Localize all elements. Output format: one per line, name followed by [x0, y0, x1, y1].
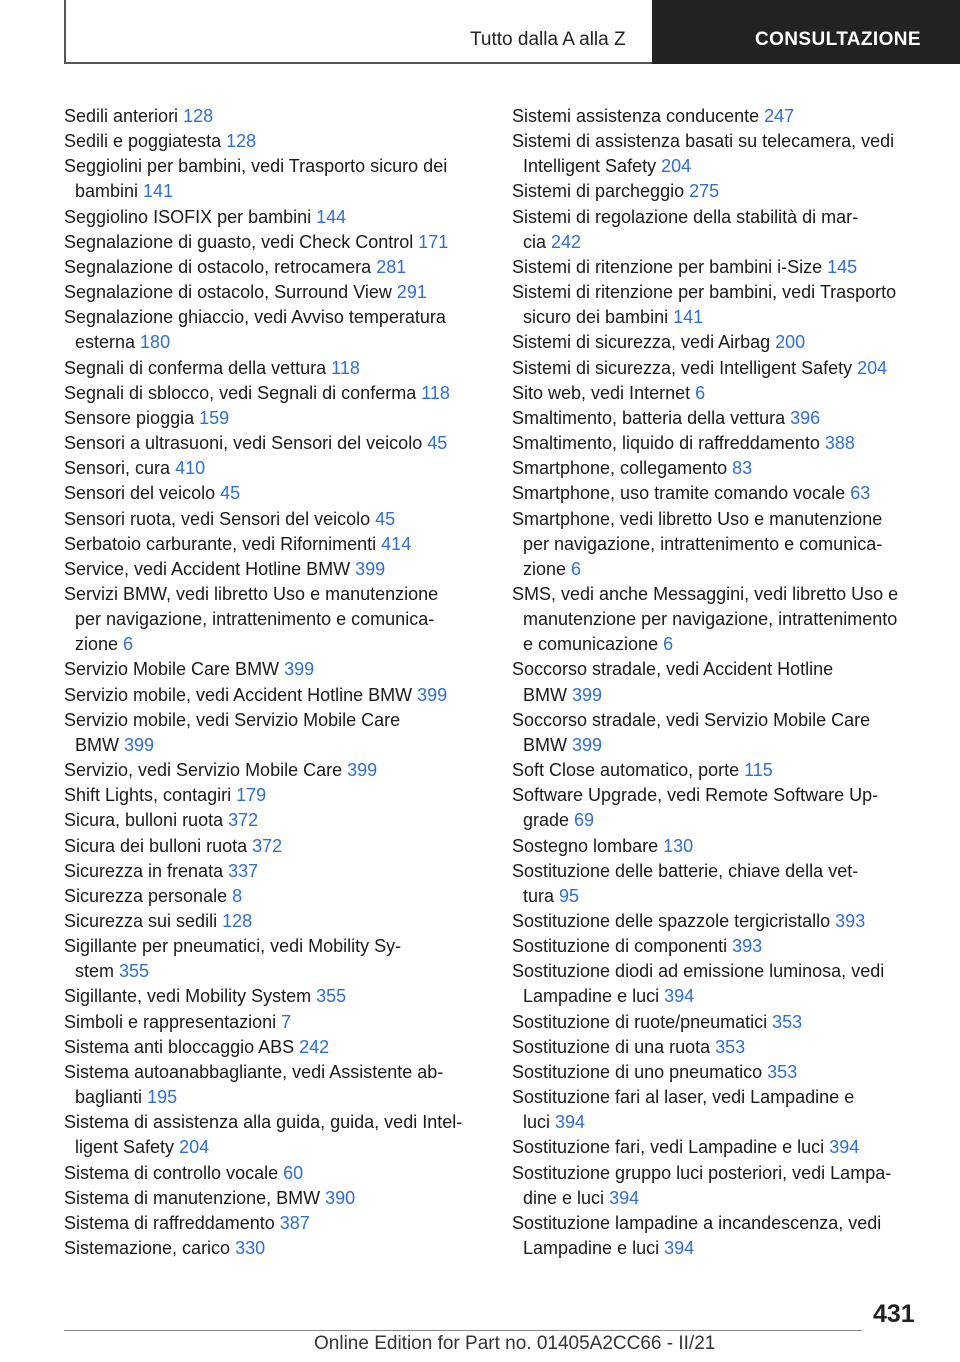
index-entry: [64, 456, 479, 481]
index-entry-text: Smaltimento, batteria della vettura: [512, 407, 791, 428]
index-entry-text: sicuro dei bambini: [523, 307, 674, 328]
index-entry-text: Segnalazione ghiaccio, vedi Avviso temperatura: [64, 307, 446, 328]
index-entry-text: Sistema di assistenza alla guida, guida, vedi Intel‐: [64, 1112, 463, 1133]
index-entry: [64, 758, 479, 783]
index-entry: [64, 129, 479, 154]
page-reference-link[interactable]: 399: [124, 734, 155, 755]
index-entry-text: Sistemi di regolazione della stabilità di mar‐: [512, 206, 859, 227]
index-entry-text: Seggiolino ISOFIX per bambini: [64, 206, 317, 227]
page-reference-link[interactable]: 118: [421, 382, 450, 403]
index-entry-text: Sostituzione delle batterie, chiave della vet‐: [512, 860, 859, 881]
index-entry-text: Software Upgrade, vedi Remote Software Up‐: [512, 785, 879, 806]
page-reference-link[interactable]: 171: [418, 231, 449, 252]
index-entry: [512, 129, 926, 179]
index-entry: [64, 406, 479, 431]
index-entry-text: Sostituzione lampadine a incandescenza, vedi: [512, 1212, 882, 1233]
page-reference-link[interactable]: 399: [572, 684, 603, 705]
index-entry-text: per navigazione, intrattenimento e comunica‐: [523, 533, 883, 554]
index-entry-text: Sistema autoanabbagliante, vedi Assistente ab‐: [64, 1061, 444, 1082]
index-entry-text: Sistema di raffreddamento: [64, 1212, 280, 1233]
index-entry-text: Sostituzione di una ruota: [512, 1036, 716, 1057]
page-reference-link[interactable]: 275: [689, 181, 720, 202]
index-entry: [64, 431, 479, 456]
index-entry-text: Sensori a ultrasuoni, vedi Sensori del veicolo: [64, 433, 428, 454]
page-reference-link[interactable]: 118: [331, 357, 360, 378]
index-entry-text: Segnalazione di guasto, vedi Check Control: [64, 231, 419, 252]
index-entry-text: Sicura dei bulloni ruota: [64, 835, 253, 856]
page-reference-link[interactable]: 394: [829, 1137, 860, 1158]
page-reference-link[interactable]: 399: [347, 760, 378, 781]
index-entry: [64, 808, 479, 833]
index-entry: [64, 381, 479, 406]
index-entry: [512, 381, 926, 406]
index-column-left: [64, 104, 479, 1261]
index-entry-text: dine e luci: [523, 1187, 610, 1208]
index-entry-text: Servizio Mobile Care BMW: [64, 659, 285, 680]
index-entry: [64, 1161, 479, 1186]
index-entry-text: Sistemi di parcheggio: [512, 181, 690, 202]
page-reference-link[interactable]: 83: [732, 458, 753, 479]
index-entry-text: baglianti: [75, 1087, 148, 1108]
index-entry-text: esterna: [75, 332, 141, 353]
index-entry: [512, 255, 926, 280]
index-entry-text: Sicura, bulloni ruota: [64, 810, 229, 831]
index-entry-text: Sistemi di ritenzione per bambini i-Size: [512, 256, 828, 277]
index-entry: [64, 934, 479, 984]
page-reference-link[interactable]: 128: [226, 131, 257, 152]
index-entry-text: Sensori del veicolo: [64, 483, 221, 504]
section-tab-label: CONSULTAZIONE: [755, 29, 921, 50]
index-entry: [512, 1085, 926, 1135]
index-entry-text: BMW: [523, 684, 572, 705]
index-entry: [64, 1186, 479, 1211]
index-entry-text: cia: [523, 231, 552, 252]
index-entry-text: Sostituzione diodi ad emissione luminosa, vedi: [512, 961, 885, 982]
page-reference-link[interactable]: 141: [673, 307, 704, 328]
page-reference-link[interactable]: 410: [175, 458, 206, 479]
index-entry-text: Sostituzione fari, vedi Lampadine e luci: [512, 1137, 830, 1158]
index-entry: [64, 255, 479, 280]
index-entry: [512, 179, 926, 204]
index-entry-text: Sedili anteriori: [64, 106, 184, 126]
index-entry: [512, 507, 926, 582]
page-reference-link[interactable]: 179: [236, 785, 267, 806]
page-reference-link[interactable]: 399: [572, 734, 603, 755]
page-reference-link[interactable]: 204: [661, 156, 692, 177]
page-reference-link[interactable]: 204: [857, 357, 888, 378]
page-reference-link[interactable]: 69: [574, 810, 595, 831]
index-entry-text: Soccorso stradale, vedi Servizio Mobile Care: [512, 709, 871, 730]
page-reference-link[interactable]: 388: [824, 433, 855, 454]
page-reference-link[interactable]: 372: [252, 835, 283, 856]
index-entry: [64, 683, 479, 708]
index-entry-text: Sicurezza sui sedili: [64, 911, 223, 931]
index-entry: [64, 154, 479, 204]
index-entry-text: Sensori ruota, vedi Sensori del veicolo: [64, 508, 376, 529]
page-reference-link[interactable]: 337: [228, 860, 259, 881]
index-entry: [64, 657, 479, 682]
index-entry-text: Sistema di manutenzione, BMW: [64, 1187, 326, 1208]
index-entry-text: Sigillante, vedi Mobility System: [64, 986, 317, 1007]
index-entry-text: Soccorso stradale, vedi Accident Hotline: [512, 659, 834, 680]
page-reference-link[interactable]: 399: [417, 684, 448, 705]
index-entry-text: Sistemi di sicurezza, vedi Airbag: [512, 332, 776, 353]
index-entry-text: Sigillante per pneumatici, vedi Mobility Sy‐: [64, 936, 402, 957]
index-entry: [64, 859, 479, 884]
index-entry: [64, 356, 479, 381]
index-entry-text: e comunicazione: [523, 634, 664, 655]
page-reference-link[interactable]: 394: [664, 986, 695, 1007]
index-entry-text: Sostituzione delle spazzole tergicristallo: [512, 911, 836, 931]
index-entry-text: Sistemi assistenza conducente: [512, 106, 765, 126]
index-entry: [512, 1161, 926, 1211]
index-entry: [512, 859, 926, 909]
page-reference-link[interactable]: 394: [609, 1187, 640, 1208]
page-reference-link[interactable]: 6: [663, 634, 674, 655]
index-entry-text: Segnalazione di ostacolo, retrocamera: [64, 256, 377, 277]
page-reference-link[interactable]: 115: [744, 760, 773, 781]
page-reference-link[interactable]: 291: [396, 282, 427, 303]
page-reference-link[interactable]: 63: [850, 483, 871, 504]
index-entry: [512, 909, 926, 934]
page-reference-link[interactable]: 390: [325, 1187, 356, 1208]
page-reference-link[interactable]: 195: [147, 1087, 178, 1108]
index-entry-text: Sostituzione di uno pneumatico: [512, 1061, 768, 1082]
page-reference-link[interactable]: 204: [179, 1137, 210, 1158]
index-entry: [512, 481, 926, 506]
index-entry: [512, 783, 926, 833]
index-entry-text: Sostituzione di ruote/pneumatici: [512, 1011, 773, 1032]
index-entry-text: Sito web, vedi Internet: [512, 382, 696, 403]
page-reference-link[interactable]: 242: [551, 231, 582, 252]
index-entry-text: Segnali di conferma della vettura: [64, 357, 332, 378]
page-reference-link[interactable]: 6: [695, 382, 706, 403]
index-entry-text: Sostituzione fari al laser, vedi Lampadine e: [512, 1087, 855, 1108]
index-entry: [512, 406, 926, 431]
page-reference-link[interactable]: 159: [199, 407, 230, 428]
index-entry-text: SMS, vedi anche Messaggini, vedi libretto Uso e: [512, 583, 899, 604]
index-entry: [512, 431, 926, 456]
page-reference-link[interactable]: 7: [281, 1011, 292, 1032]
page-reference-link[interactable]: 387: [279, 1212, 310, 1233]
index-entry: [512, 582, 926, 657]
index-entry: [512, 1211, 926, 1261]
page-reference-link[interactable]: 414: [381, 533, 412, 554]
page-reference-link[interactable]: 330: [235, 1238, 266, 1259]
index-entry-text: manutenzione per navigazione, intrattenimento: [523, 609, 898, 630]
index-entry: [512, 959, 926, 1009]
page-reference-link[interactable]: 200: [775, 332, 806, 353]
index-entry-text: grade: [523, 810, 575, 831]
index-entry: [64, 1236, 479, 1261]
index-entry-text: Sistemi di ritenzione per bambini, vedi Trasporto: [512, 282, 897, 303]
index-entry-text: Simboli e rappresentazioni: [64, 1011, 282, 1032]
page-reference-link[interactable]: 128: [222, 911, 253, 931]
index-entry: [64, 884, 479, 909]
index-entry-text: Seggiolini per bambini, vedi Trasporto sicuro dei: [64, 156, 448, 177]
index-entry-text: Sostituzione di componenti: [512, 936, 733, 957]
page-reference-link[interactable]: 372: [228, 810, 259, 831]
index-entry-text: Lampadine e luci: [523, 1238, 665, 1259]
index-entry-text: per navigazione, intrattenimento e comunica‐: [75, 609, 435, 630]
index-entry: [64, 1110, 479, 1160]
page-reference-link[interactable]: 141: [143, 181, 174, 202]
index-entry-text: Smartphone, uso tramite comando vocale: [512, 483, 851, 504]
page-reference-link[interactable]: 242: [299, 1036, 330, 1057]
footer-edition-text: Online Edition for Part no. 01405A2CC66 - II/21: [314, 1333, 716, 1354]
index-entry-text: luci: [523, 1112, 556, 1133]
index-entry: [64, 280, 479, 305]
index-entry: [64, 481, 479, 506]
index-entry-text: Shift Lights, contagiri: [64, 785, 237, 806]
index-entry: [64, 708, 479, 758]
index-entry: [64, 582, 479, 657]
page-reference-link[interactable]: 355: [119, 961, 150, 982]
page-reference-link[interactable]: 145: [827, 256, 858, 277]
page-reference-link[interactable]: 6: [123, 634, 134, 655]
index-entry-text: tura: [523, 885, 560, 906]
index-entry: [64, 532, 479, 557]
index-entry-text: Soft Close automatico, porte: [512, 760, 745, 781]
index-entry: [64, 834, 479, 859]
index-entry-text: BMW: [523, 734, 572, 755]
index-entry-text: Sistemi di sicurezza, vedi Intelligent Safety: [512, 357, 858, 378]
page-reference-link[interactable]: 399: [355, 558, 386, 579]
index-entry: [512, 708, 926, 758]
index-entry: [64, 909, 479, 934]
index-entry-text: Servizio mobile, vedi Accident Hotline BMW: [64, 684, 418, 705]
page-reference-link[interactable]: 45: [427, 433, 448, 454]
index-entry: [512, 834, 926, 859]
index-entry: [64, 305, 479, 355]
index-entry-text: Segnalazione di ostacolo, Surround View: [64, 282, 397, 303]
index-entry-text: Smartphone, vedi libretto Uso e manutenzione: [512, 508, 883, 529]
index-entry: [64, 1035, 479, 1060]
index-entry-text: Service, vedi Accident Hotline BMW: [64, 558, 356, 579]
header-left-rule: [64, 0, 66, 64]
index-entry: [64, 1060, 479, 1110]
page-reference-link[interactable]: 247: [764, 106, 795, 126]
index-entry-text: zione: [75, 634, 124, 655]
index-entry: [512, 280, 926, 330]
index-entry-text: Serbatoio carburante, vedi Rifornimenti: [64, 533, 382, 554]
index-entry-text: zione: [523, 558, 572, 579]
page-reference-link[interactable]: 8: [232, 885, 243, 906]
index-entry: [512, 758, 926, 783]
page-number: 431: [873, 1300, 915, 1328]
page-reference-link[interactable]: 45: [375, 508, 396, 529]
index-entry-text: Smaltimento, liquido di raffreddamento: [512, 433, 825, 454]
index-entry: [512, 657, 926, 707]
index-entry-text: ligent Safety: [75, 1137, 180, 1158]
index-entry-text: Sostegno lombare: [512, 835, 664, 856]
index-entry-text: Servizio mobile, vedi Servizio Mobile Care: [64, 709, 401, 730]
page-reference-link[interactable]: 45: [220, 483, 241, 504]
index-entry: [512, 1035, 926, 1060]
footer-rule: [64, 1330, 862, 1331]
section-title: Tutto dalla A alla Z: [470, 29, 626, 50]
index-entry: [64, 783, 479, 808]
index-entry-text: Sedili e poggiatesta: [64, 131, 227, 152]
index-entry: [512, 456, 926, 481]
index-entry: [64, 984, 479, 1009]
index-entry: [512, 104, 926, 129]
index-entry: [512, 356, 926, 381]
index-entry: [64, 230, 479, 255]
index-entry-text: Sistemazione, carico: [64, 1238, 236, 1259]
index-entry-text: stem: [75, 961, 120, 982]
index-entry-text: Segnali di sblocco, vedi Segnali di conferma: [64, 382, 422, 403]
index-entry-text: Sistema anti bloccaggio ABS: [64, 1036, 300, 1057]
page-reference-link[interactable]: 6: [571, 558, 582, 579]
index-entry: [64, 205, 479, 230]
index-entry-text: bambini: [75, 181, 144, 202]
index-entry: [64, 1211, 479, 1236]
index-entry: [512, 1010, 926, 1035]
page-reference-link[interactable]: 128: [183, 106, 214, 126]
index-entry: [512, 934, 926, 959]
index-entry-text: Sensori, cura: [64, 458, 176, 479]
page-reference-link[interactable]: 60: [283, 1162, 304, 1183]
index-entry-text: Sistemi di assistenza basati su telecamera, vedi: [512, 131, 895, 152]
page-header: [0, 0, 960, 68]
page-reference-link[interactable]: 394: [555, 1112, 586, 1133]
index-entry-text: Servizio, vedi Servizio Mobile Care: [64, 760, 348, 781]
index-entry-text: Lampadine e luci: [523, 986, 665, 1007]
page-reference-link[interactable]: 353: [715, 1036, 746, 1057]
page-reference-link[interactable]: 393: [732, 936, 763, 957]
page-reference-link[interactable]: 393: [835, 911, 866, 931]
index-entry: [64, 557, 479, 582]
index-entry-text: Sicurezza personale: [64, 885, 233, 906]
page-reference-link[interactable]: 144: [316, 206, 347, 227]
index-entry-text: Sostituzione gruppo luci posteriori, vedi Lampa‐: [512, 1162, 892, 1183]
index-entry: [512, 205, 926, 255]
index-entry: [64, 104, 479, 129]
page-reference-link[interactable]: 180: [140, 332, 171, 353]
page-reference-link[interactable]: 355: [316, 986, 347, 1007]
index-entry-text: Intelligent Safety: [523, 156, 662, 177]
page-reference-link[interactable]: 396: [790, 407, 821, 428]
index-entry-text: Servizi BMW, vedi libretto Uso e manutenzione: [64, 583, 439, 604]
header-bottom-rule: [64, 62, 652, 64]
index-entry: [64, 507, 479, 532]
index-entry: [512, 1135, 926, 1160]
index-entry-text: Smartphone, collegamento: [512, 458, 733, 479]
page-reference-link[interactable]: 130: [663, 835, 694, 856]
index-entry: [512, 1060, 926, 1085]
index-entry: [512, 330, 926, 355]
index-entry-text: Sensore pioggia: [64, 407, 200, 428]
index-column-right: [512, 104, 926, 1261]
page-reference-link[interactable]: 281: [376, 256, 407, 277]
index-entry: [64, 1010, 479, 1035]
page-reference-link[interactable]: 394: [664, 1238, 695, 1259]
page-reference-link[interactable]: 399: [284, 659, 315, 680]
page-reference-link[interactable]: 353: [767, 1061, 798, 1082]
index-entry-text: Sicurezza in frenata: [64, 860, 229, 881]
index-entry-text: BMW: [75, 734, 124, 755]
page-reference-link[interactable]: 95: [559, 885, 580, 906]
page-reference-link[interactable]: 353: [772, 1011, 803, 1032]
index-entry-text: Sistema di controllo vocale: [64, 1162, 284, 1183]
